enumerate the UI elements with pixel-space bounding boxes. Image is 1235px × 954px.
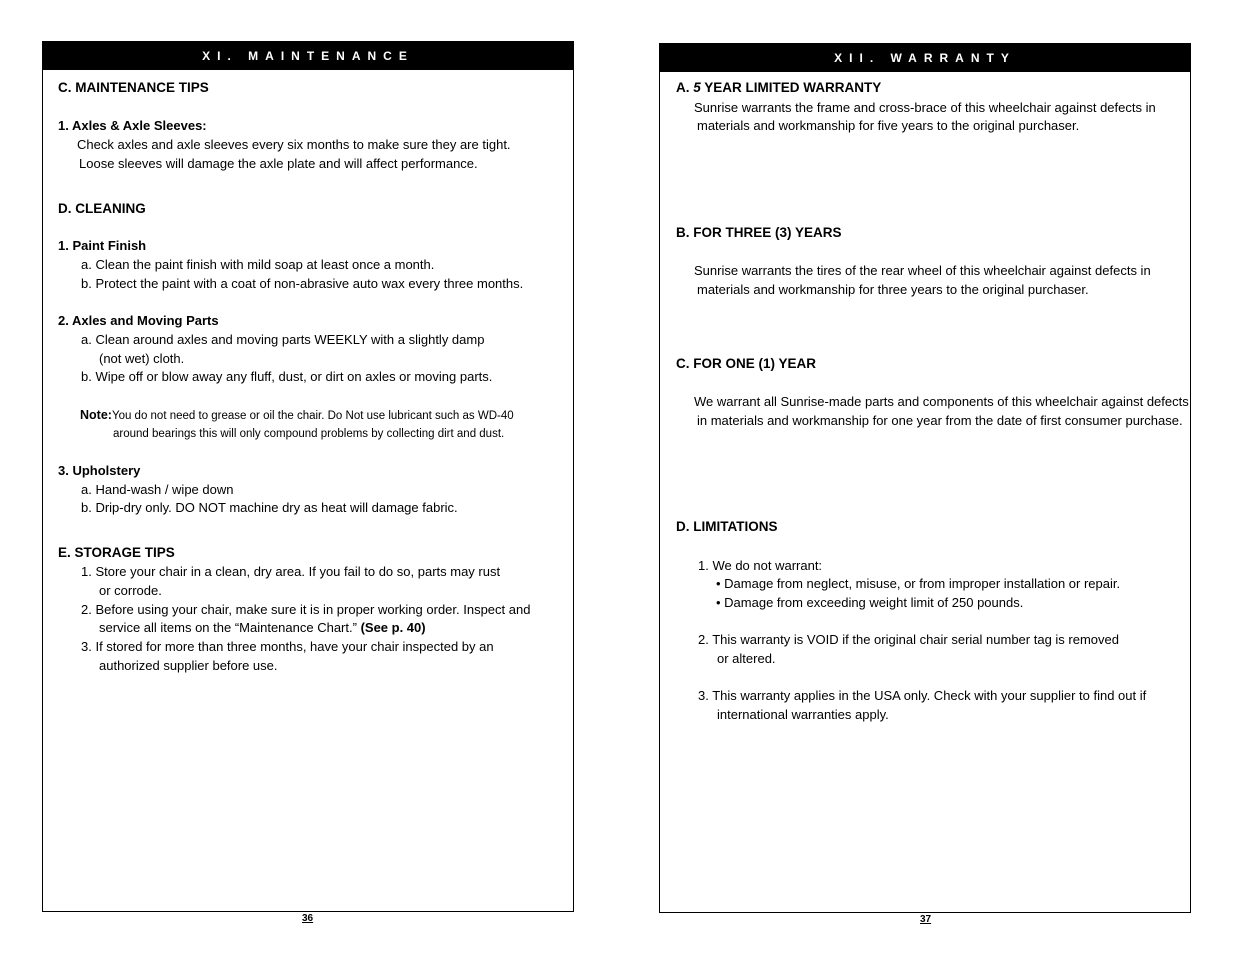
heading-storage-tips: E. STORAGE TIPS xyxy=(58,545,175,560)
list-item: b. Wipe off or blow away any fluff, dust, or dirt on axles or moving parts. xyxy=(81,369,493,384)
list-item-continued: international warranties apply. xyxy=(717,707,889,722)
section-header-maintenance: XI. MAINTENANCE xyxy=(43,42,573,70)
text: service all items on the “Maintenance Chart.” xyxy=(99,620,361,635)
subheading-axles-sleeves: 1. Axles & Axle Sleeves: xyxy=(58,118,207,133)
bullet-item: • Damage from exceeding weight limit of 250 pounds. xyxy=(716,595,1024,610)
heading-number: 5 xyxy=(693,80,701,95)
note-text-continued: around bearings this will only compound problems by collecting dirt and dust. xyxy=(113,428,505,440)
heading-prefix: A. xyxy=(676,80,694,95)
text-line: Sunrise warrants the frame and cross-brace of this wheelchair against defects in xyxy=(694,100,1156,115)
list-item: 2. This warranty is VOID if the original chair serial number tag is removed xyxy=(698,632,1119,647)
text-line: materials and workmanship for three years to the original purchaser. xyxy=(697,282,1089,297)
list-item: a. Hand-wash / wipe down xyxy=(81,482,234,497)
note-text: You do not need to grease or oil the chair. Do Not use lubricant such as WD-40 xyxy=(111,410,514,422)
list-item: a. Clean around axles and moving parts WEEKLY with a slightly damp xyxy=(81,332,485,347)
list-item: 1. Store your chair in a clean, dry area. If you fail to do so, parts may rust xyxy=(81,564,501,579)
heading-5-year-warranty xyxy=(676,79,881,97)
list-item: 3. If stored for more than three months, have your chair inspected by an xyxy=(81,639,494,654)
list-item-continued xyxy=(99,619,426,637)
heading-three-years: B. FOR THREE (3) YEARS xyxy=(676,225,842,240)
page-number-right: 37 xyxy=(920,914,932,925)
text-line: Loose sleeves will damage the axle plate and will affect performance. xyxy=(79,156,478,171)
heading-cleaning: D. CLEANING xyxy=(58,201,146,216)
heading-limitations: D. LIMITATIONS xyxy=(676,519,778,534)
subheading-upholstery: 3. Upholstery xyxy=(58,463,141,478)
list-item: 2. Before using your chair, make sure it is in proper working order. Inspect and xyxy=(81,602,531,617)
text-line: Check axles and axle sleeves every six months to make sure they are tight. xyxy=(77,137,511,152)
list-item: 1. We do not warrant: xyxy=(698,558,823,573)
heading-maintenance-tips: C. MAINTENANCE TIPS xyxy=(58,80,209,95)
list-item: b. Drip-dry only. DO NOT machine dry as heat will damage fabric. xyxy=(81,500,458,515)
list-item-continued: (not wet) cloth. xyxy=(99,351,185,366)
page-number-left: 36 xyxy=(302,913,314,924)
right-page xyxy=(659,43,1191,913)
text-line: in materials and workmanship for one year from the date of first consumer purchase. xyxy=(697,413,1183,428)
section-header-warranty: XII. WARRANTY xyxy=(660,44,1190,72)
list-item: a. Clean the paint finish with mild soap at least once a month. xyxy=(81,257,435,272)
text-line: materials and workmanship for five years to the original purchaser. xyxy=(697,118,1080,133)
note-label: Note: xyxy=(80,408,112,422)
subheading-paint-finish: 1. Paint Finish xyxy=(58,238,147,253)
list-item-continued: or altered. xyxy=(717,651,776,666)
text-line: Sunrise warrants the tires of the rear wheel of this wheelchair against defects in xyxy=(694,263,1151,278)
heading-rest: YEAR LIMITED WARRANTY xyxy=(700,80,882,95)
bullet-item: • Damage from neglect, misuse, or from improper installation or repair. xyxy=(716,576,1121,591)
list-item: b. Protect the paint with a coat of non-abrasive auto wax every three months. xyxy=(81,276,524,291)
heading-one-year: C. FOR ONE (1) YEAR xyxy=(676,356,817,371)
page-reference: (See p. 40) xyxy=(360,620,426,635)
list-item-continued: or corrode. xyxy=(99,583,162,598)
text-line: We warrant all Sunrise-made parts and components of this wheelchair against defects xyxy=(694,394,1189,409)
note xyxy=(80,406,514,425)
list-item: 3. This warranty applies in the USA only. Check with your supplier to find out if xyxy=(698,688,1147,703)
list-item-continued: authorized supplier before use. xyxy=(99,658,278,673)
subheading-axles-moving-parts: 2. Axles and Moving Parts xyxy=(58,313,219,328)
